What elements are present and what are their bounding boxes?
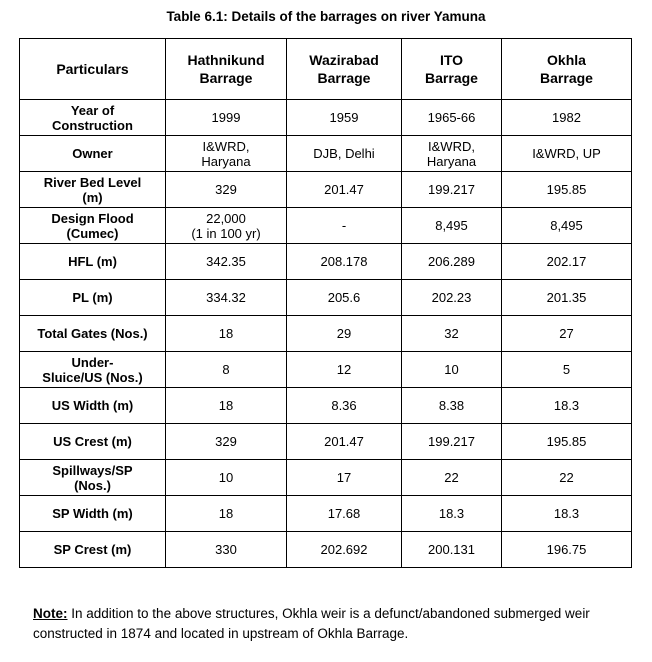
table-row — [20, 172, 632, 208]
table-cell: 22 — [502, 460, 632, 496]
row-label: River Bed Level (m) — [20, 172, 166, 208]
table-cell: 202.23 — [402, 280, 502, 316]
table-cell: 8.38 — [402, 388, 502, 424]
table-cell: 1965-66 — [402, 100, 502, 136]
table-cell: DJB, Delhi — [287, 136, 402, 172]
table-cell: 18 — [166, 496, 287, 532]
table-cell: 1999 — [166, 100, 287, 136]
table-cell: 22 — [402, 460, 502, 496]
table-row — [20, 496, 632, 532]
table-row — [20, 244, 632, 280]
header-hathnikund: Hathnikund Barrage — [166, 39, 287, 100]
row-label: HFL (m) — [20, 244, 166, 280]
table-row — [20, 388, 632, 424]
table-cell: 195.85 — [502, 172, 632, 208]
table-row — [20, 424, 632, 460]
footnote — [33, 604, 643, 644]
table-row — [20, 352, 632, 388]
table-cell: 29 — [287, 316, 402, 352]
table-cell: 201.47 — [287, 424, 402, 460]
table-row — [20, 460, 632, 496]
row-label: SP Crest (m) — [20, 532, 166, 568]
row-label: PL (m) — [20, 280, 166, 316]
table-cell: I&WRD, Haryana — [402, 136, 502, 172]
table-cell: 5 — [502, 352, 632, 388]
table-cell: 18.3 — [402, 496, 502, 532]
table-cell: 10 — [166, 460, 287, 496]
table-cell: 8 — [166, 352, 287, 388]
note-label: Note: — [33, 606, 68, 621]
table-cell: 1959 — [287, 100, 402, 136]
table-cell: 18 — [166, 388, 287, 424]
row-label: Year of Construction — [20, 100, 166, 136]
table-cell: 8,495 — [502, 208, 632, 244]
table-row — [20, 136, 632, 172]
table-cell: 8,495 — [402, 208, 502, 244]
table-cell: 195.85 — [502, 424, 632, 460]
table-cell: I&WRD, UP — [502, 136, 632, 172]
table-cell: 18.3 — [502, 388, 632, 424]
table-cell: 1982 — [502, 100, 632, 136]
table-header — [20, 39, 632, 100]
table-cell: 32 — [402, 316, 502, 352]
table-row — [20, 316, 632, 352]
table-cell: 17.68 — [287, 496, 402, 532]
row-label: Under- Sluice/US (Nos.) — [20, 352, 166, 388]
table-cell: 27 — [502, 316, 632, 352]
row-label: Owner — [20, 136, 166, 172]
row-label: US Width (m) — [20, 388, 166, 424]
row-label: Total Gates (Nos.) — [20, 316, 166, 352]
table-cell: 342.35 — [166, 244, 287, 280]
table-cell: 199.217 — [402, 424, 502, 460]
table-cell: 329 — [166, 172, 287, 208]
barrages-table — [19, 38, 632, 568]
table-caption: Table 6.1: Details of the barrages on river Yamuna — [166, 9, 486, 24]
table-cell: 208.178 — [287, 244, 402, 280]
header-row — [20, 39, 632, 100]
table-cell: 201.47 — [287, 172, 402, 208]
row-label: US Crest (m) — [20, 424, 166, 460]
table-cell: 202.692 — [287, 532, 402, 568]
table-cell: 12 — [287, 352, 402, 388]
row-label: SP Width (m) — [20, 496, 166, 532]
table-cell: 8.36 — [287, 388, 402, 424]
table-cell: 201.35 — [502, 280, 632, 316]
table-cell: 202.17 — [502, 244, 632, 280]
row-label: Spillways/SP (Nos.) — [20, 460, 166, 496]
table-row — [20, 100, 632, 136]
note-text: In addition to the above structures, Okhla weir is a defunct/abandoned submerged weir constructed in 1874 and located in upstream of Okhla Barrage. — [33, 606, 590, 641]
table-row — [20, 208, 632, 244]
table-body — [20, 100, 632, 568]
header-wazirabad: Wazirabad Barrage — [287, 39, 402, 100]
table-cell: 206.289 — [402, 244, 502, 280]
table-cell: 18 — [166, 316, 287, 352]
table-cell: 17 — [287, 460, 402, 496]
table-row — [20, 532, 632, 568]
table-cell: 10 — [402, 352, 502, 388]
table-cell: 334.32 — [166, 280, 287, 316]
table-cell: 205.6 — [287, 280, 402, 316]
header-ito: ITO Barrage — [402, 39, 502, 100]
table-cell: 199.217 — [402, 172, 502, 208]
header-okhla: Okhla Barrage — [502, 39, 632, 100]
table-cell: 18.3 — [502, 496, 632, 532]
table-cell: 196.75 — [502, 532, 632, 568]
row-label: Design Flood (Cumec) — [20, 208, 166, 244]
table-cell: 330 — [166, 532, 287, 568]
table-cell: 22,000 (1 in 100 yr) — [166, 208, 287, 244]
table-row — [20, 280, 632, 316]
table-cell: 200.131 — [402, 532, 502, 568]
table-cell: 329 — [166, 424, 287, 460]
table-cell: - — [287, 208, 402, 244]
header-particulars: Particulars — [20, 39, 166, 100]
table-cell: I&WRD, Haryana — [166, 136, 287, 172]
